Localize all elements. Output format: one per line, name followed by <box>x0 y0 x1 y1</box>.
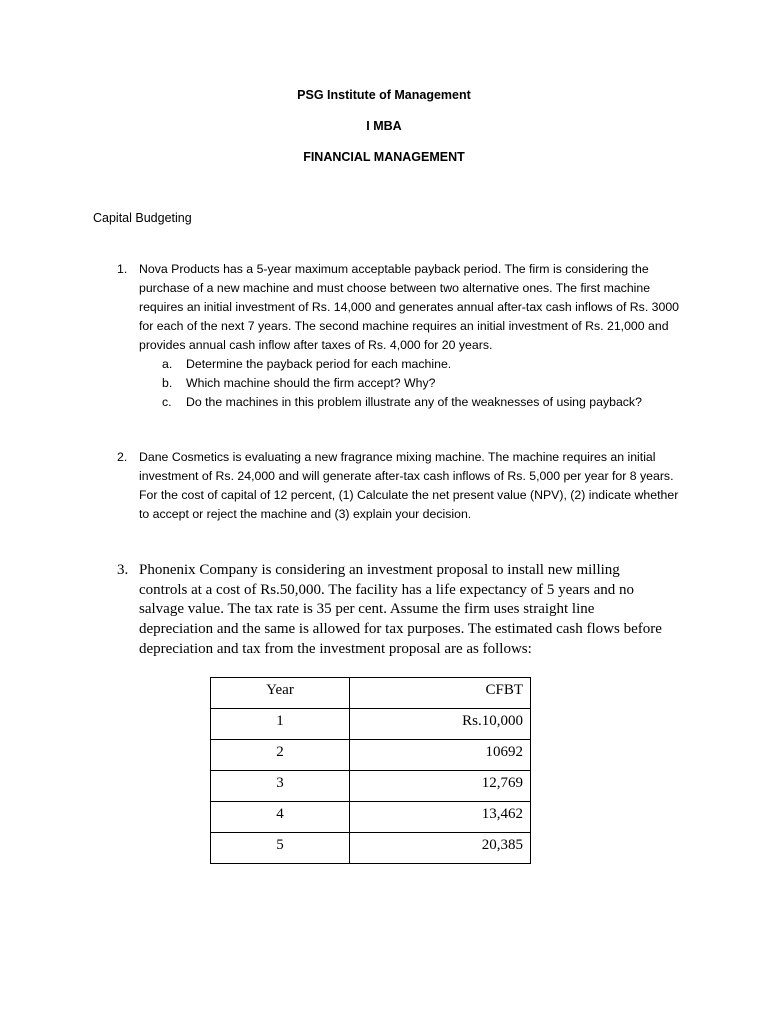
question-number: 1. <box>117 262 128 276</box>
program-heading: I MBA <box>366 119 402 133</box>
question-text: Nova Products has a 5-year maximum acceptable payback period. The firm is considering the purchase of a new machine and must choose between two alternative ones. The first machine requires an initial investment of Rs. 14,000 and generates annual after-tax cash inflows of Rs. 3000 for each of the next 7 years. The second machine requires an initial investment of Rs. 21,000 and provides annual cash inflow after taxes of Rs. 4,000 for 20 years. <box>139 262 680 352</box>
year-cell: 3 <box>211 771 350 802</box>
year-cell: 2 <box>211 740 350 771</box>
question-number: 2. <box>117 450 128 464</box>
course-heading: FINANCIAL MANAGEMENT <box>303 150 465 164</box>
subpart-text: Do the machines in this problem illustrate any of the weaknesses of using payback? <box>186 395 642 409</box>
subpart-letter: b. <box>162 376 173 390</box>
cfbt-cell: 20,385 <box>350 833 531 864</box>
table-row <box>211 709 531 740</box>
question-3 <box>117 561 662 660</box>
subpart-c <box>162 393 682 412</box>
column-header-cfbt: CFBT <box>350 678 531 709</box>
cash-flow-table <box>210 677 531 864</box>
table-header-row <box>211 678 531 709</box>
table-row <box>211 740 531 771</box>
table-row <box>211 833 531 864</box>
subpart-a <box>162 355 682 374</box>
cfbt-cell: 12,769 <box>350 771 531 802</box>
year-cell: 5 <box>211 833 350 864</box>
subpart-text: Which machine should the firm accept? Why? <box>186 376 436 390</box>
cfbt-cell: Rs.10,000 <box>350 709 531 740</box>
cfbt-cell: 13,462 <box>350 802 531 833</box>
year-cell: 1 <box>211 709 350 740</box>
subpart-letter: a. <box>162 357 173 371</box>
subpart-letter: c. <box>162 395 172 409</box>
question-number: 3. <box>117 562 129 578</box>
column-header-year: Year <box>211 678 350 709</box>
subpart-text: Determine the payback period for each machine. <box>186 357 452 371</box>
question-1 <box>117 260 682 412</box>
cfbt-cell: 10692 <box>350 740 531 771</box>
year-cell: 4 <box>211 802 350 833</box>
table-row <box>211 771 531 802</box>
section-title: Capital Budgeting <box>93 211 192 225</box>
institute-heading: PSG Institute of Management <box>297 88 471 102</box>
question-text: Phonenix Company is considering an investment proposal to install new milling controls at a cost of Rs.50,000. The facility has a life expectancy of 5 years and no salvage value. The tax rate is 35 per cent. Assume the firm uses straight line depreciation and the same is allowed for tax purposes. The estimated cash flows before depreciation and tax from the investment proposal are as follows: <box>139 562 662 657</box>
table-row <box>211 802 531 833</box>
subpart-b <box>162 374 682 393</box>
question-text: Dane Cosmetics is evaluating a new fragrance mixing machine. The machine requires an initial investment of Rs. 24,000 and will generate after-tax cash inflows of Rs. 5,000 per year for 8 years. For the cost of capital of 12 percent, (1) Calculate the net present value (NPV), (2) indicate whether to accept or reject the machine and (3) explain your decision. <box>139 450 679 521</box>
question-2 <box>117 448 682 524</box>
